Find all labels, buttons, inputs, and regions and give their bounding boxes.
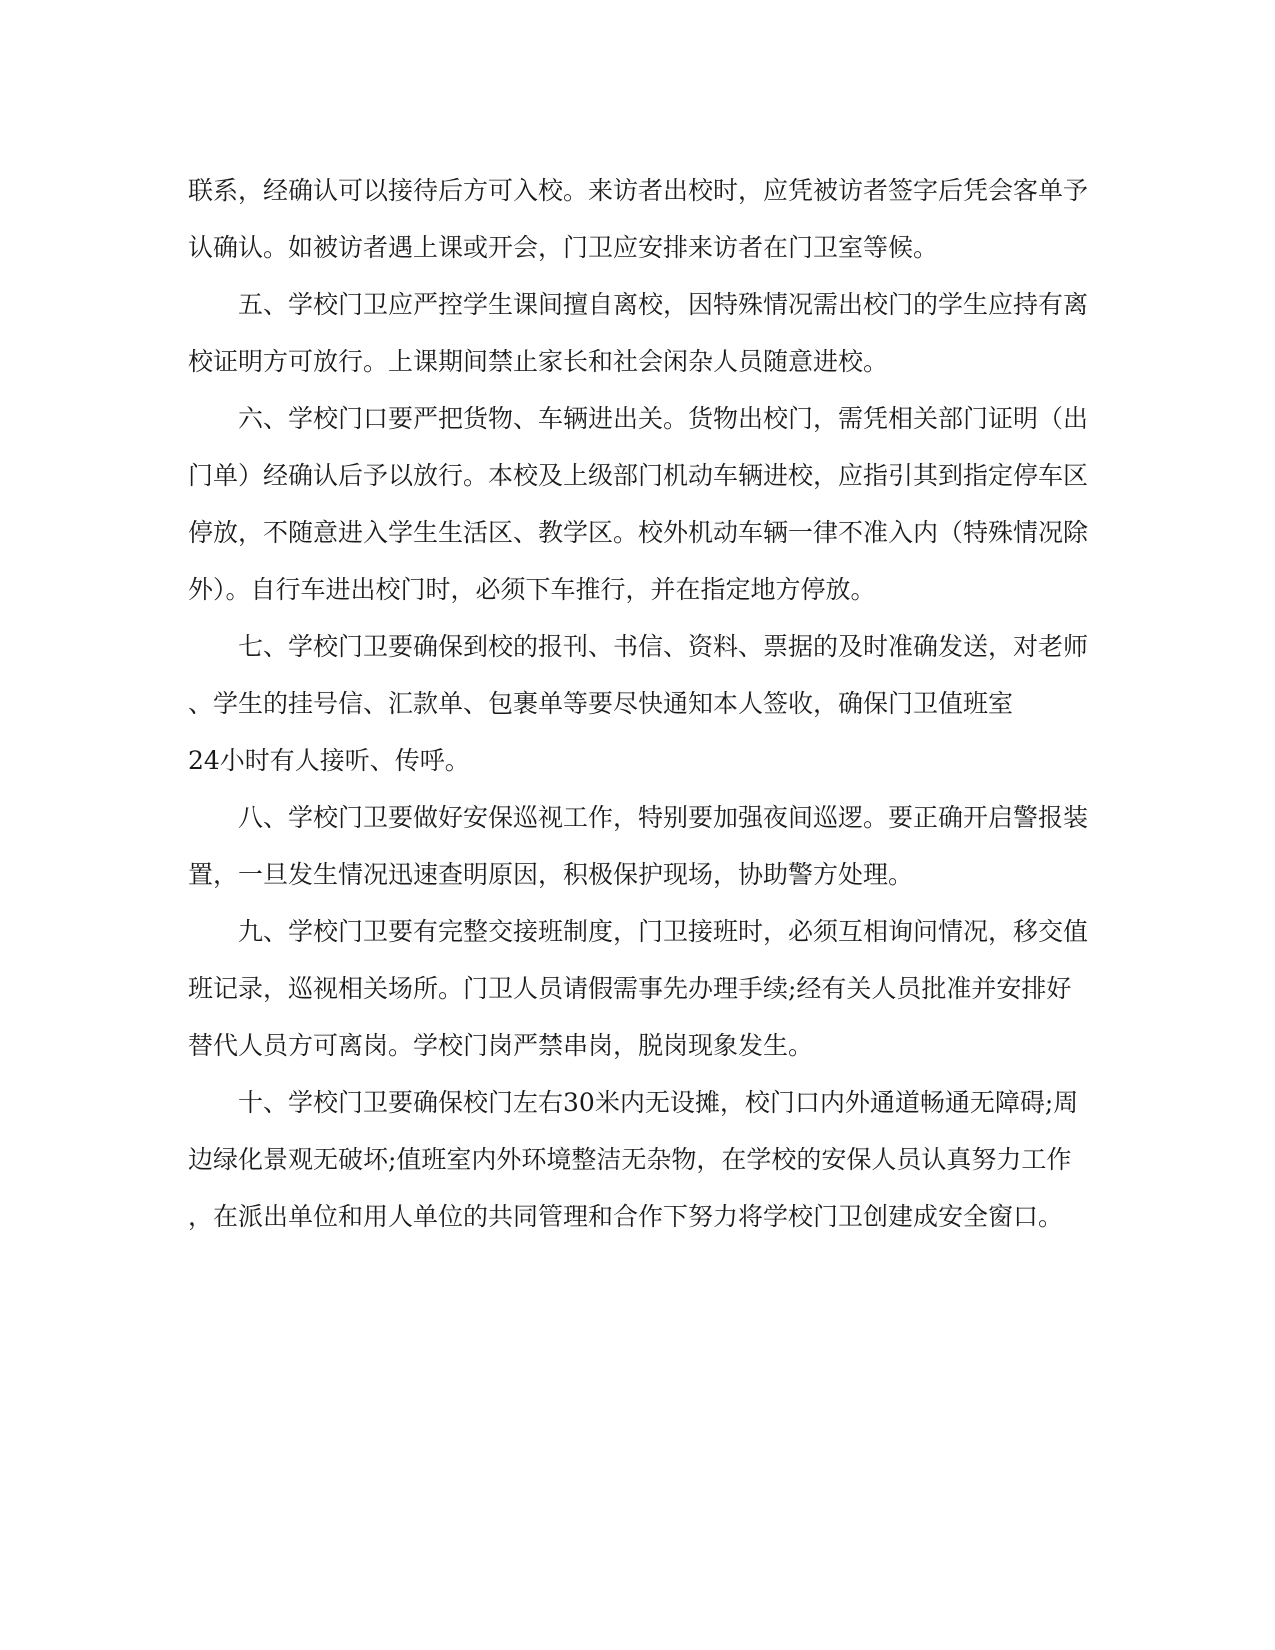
document-body bbox=[188, 162, 1089, 1245]
text-line: 外）。自行车进出校门时，必须下车推行，并在指定地方停放。 bbox=[188, 575, 876, 604]
text-line: ，在派出单位和用人单位的共同管理和合作下努力将学校门卫创建成安全窗口。 bbox=[188, 1202, 1064, 1231]
text-line: 认确认。如被访者遇上课或开会，门卫应安排来访者在门卫室等候。 bbox=[188, 233, 939, 262]
paragraph-six-start: 六、学校门口要严把货物、车辆进出关。货物出校门，需凭相关部门证明（出 bbox=[238, 404, 1089, 433]
paragraph-seven-start: 七、学校门卫要确保到校的报刊、书信、资料、票据的及时准确发送，对老师 bbox=[238, 632, 1089, 661]
text-line: 边绿化景观无破坏;值班室内外环境整洁无杂物，在学校的安保人员认真努力工作 bbox=[188, 1145, 1072, 1174]
text-line: 校证明方可放行。上课期间禁止家长和社会闲杂人员随意进校。 bbox=[188, 347, 889, 376]
text-line: 、学生的挂号信、汇款单、包裹单等要尽快通知本人签收，确保门卫值班室 bbox=[188, 689, 1014, 718]
text-line: 24小时有人接听、传呼。 bbox=[188, 746, 470, 775]
text-line: 联系，经确认可以接待后方可入校。来访者出校时，应凭被访者签字后凭会客单予 bbox=[188, 176, 1089, 205]
paragraph-eight-start: 八、学校门卫要做好安保巡视工作，特别要加强夜间巡逻。要正确开启警报装 bbox=[238, 803, 1089, 832]
paragraph-nine-start: 九、学校门卫要有完整交接班制度，门卫接班时，必须互相询问情况，移交值 bbox=[238, 917, 1089, 946]
paragraph-five-start: 五、学校门卫应严控学生课间擅自离校，因特殊情况需出校门的学生应持有离 bbox=[238, 290, 1089, 319]
text-line: 替代人员方可离岗。学校门岗严禁串岗，脱岗现象发生。 bbox=[188, 1031, 814, 1060]
text-line: 停放，不随意进入学生生活区、教学区。校外机动车辆一律不准入内（特殊情况除 bbox=[188, 518, 1089, 547]
text-line: 置，一旦发生情况迅速查明原因，积极保护现场，协助警方处理。 bbox=[188, 860, 914, 889]
paragraph-ten-start: 十、学校门卫要确保校门左右30米内无设摊，校门口内外通道畅通无障碍;周 bbox=[238, 1088, 1079, 1117]
text-line: 班记录，巡视相关场所。门卫人员请假需事先办理手续;经有关人员批准并安排好 bbox=[188, 974, 1072, 1003]
text-line: 门单）经确认后予以放行。本校及上级部门机动车辆进校，应指引其到指定停车区 bbox=[188, 461, 1089, 490]
